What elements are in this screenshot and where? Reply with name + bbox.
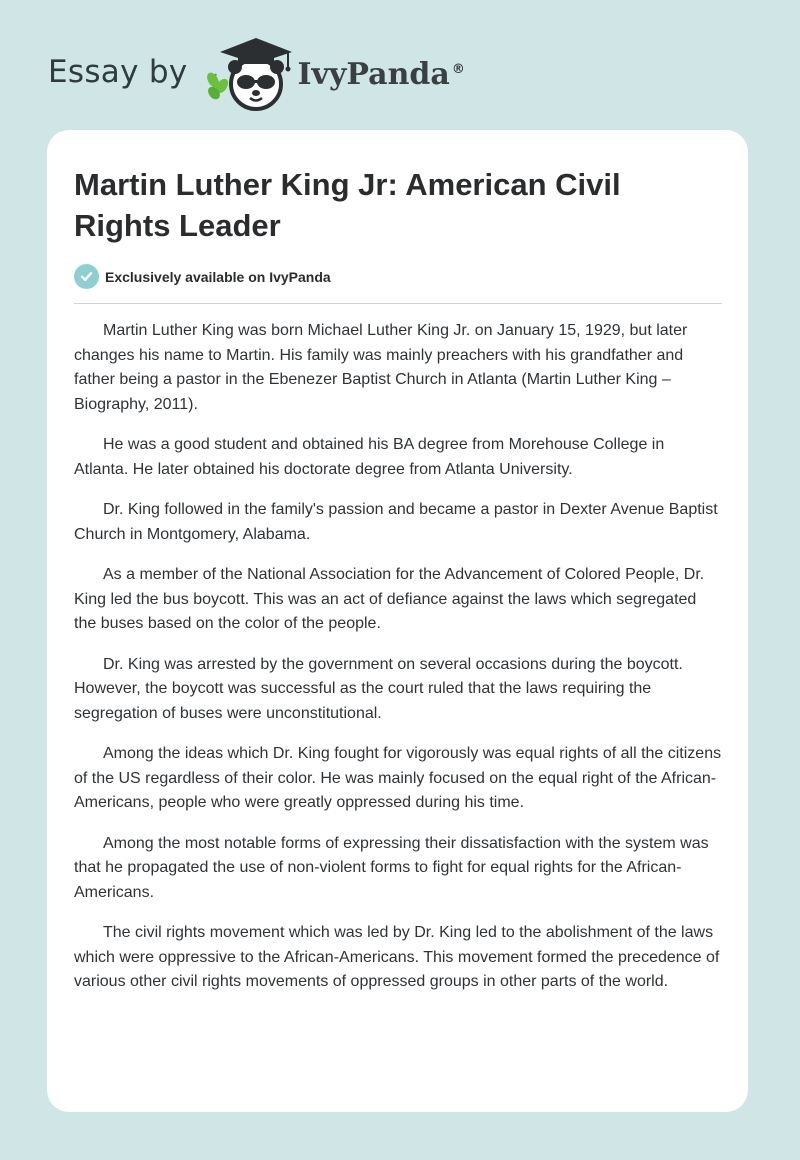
panda-graduation-cap-logo bbox=[204, 32, 296, 112]
essay-paragraph: As a member of the National Association for the Advancement of Colored People, Dr. King led the bus boycott. This was an act of defiance against the laws which segregated the buses based on the color of the people. bbox=[74, 566, 705, 632]
essay-paragraph: Among the ideas which Dr. King fought for vigorously was equal rights of all the citizens of the US regardless of their color. He was mainly focused on the equal right of the African-Americans, people who were greatly oppressed during his time. bbox=[74, 745, 722, 811]
essay-paragraph: Dr. King was arrested by the government on several occasions during the boycott. However, the boycott was successful as the court ruled that the laws requiring the segregation of buses were unconstitutional. bbox=[74, 655, 683, 722]
brand-name: IvyPanda ® bbox=[297, 56, 465, 92]
essay-by-label: Essay by bbox=[48, 54, 188, 90]
essay-paragraph: He was a good student and obtained his BA degree from Morehouse College in Atlanta. He later obtained his doctorate degree from Atlanta University. bbox=[74, 436, 665, 478]
essay-card bbox=[47, 130, 748, 1112]
leaf-icon bbox=[204, 71, 230, 102]
check-icon bbox=[74, 264, 99, 289]
title-divider bbox=[74, 303, 722, 304]
essay-paragraph: Dr. King followed in the family's passion and became a pastor in Dexter Avenue Baptist Church in Montgomery, Alabama. bbox=[74, 501, 718, 543]
exclusive-badge bbox=[74, 264, 331, 289]
essay-paragraph: Martin Luther King was born Michael Luther King Jr. on January 15, 1929, but later changes his name to Martin. His family was mainly preachers with his grandfather and father being a pastor in the Ebenezer Baptist Church in Atlanta (Martin Luther King – Biography, 2011). bbox=[74, 322, 688, 413]
essay-body bbox=[74, 319, 722, 1011]
essay-title: Martin Luther King Jr: American Civil Rights Leader bbox=[74, 167, 621, 243]
essay-paragraph: Among the most notable forms of expressing their dissatisfaction with the system was that he propagated the use of non-violent forms to fight for equal rights for the African-Americans. bbox=[74, 834, 709, 901]
essay-paragraph: The civil rights movement which was led by Dr. King led to the abolishment of the laws which were oppressive to the African-Americans. This movement formed the precedence of various other civil rights movements of oppressed groups in other parts of the world. bbox=[74, 924, 720, 990]
registered-mark: ® bbox=[451, 61, 465, 77]
exclusive-badge-label: Exclusively available on IvyPanda bbox=[105, 268, 331, 285]
site-header-logo[interactable] bbox=[48, 32, 465, 112]
